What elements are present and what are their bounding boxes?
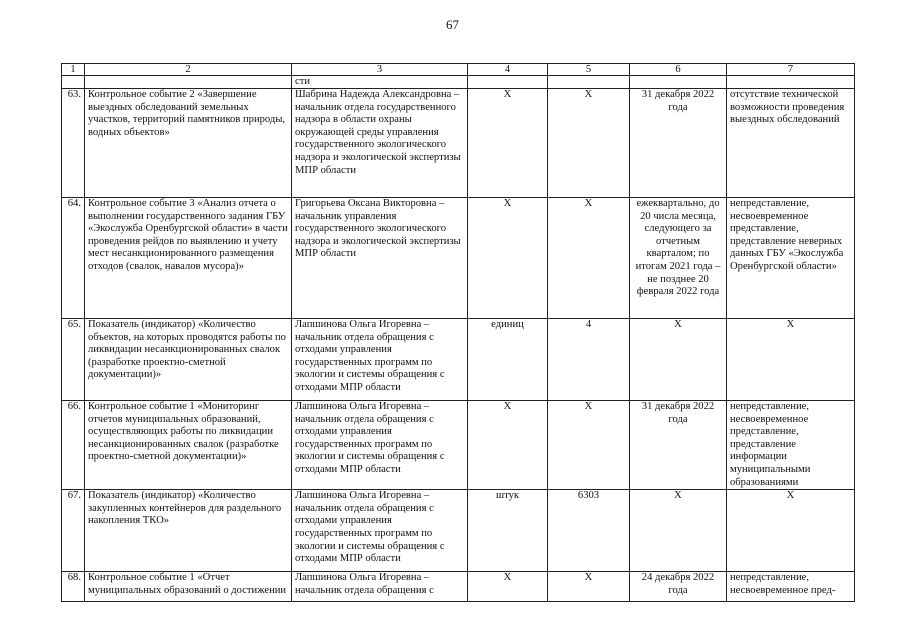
event-cell: Контрольное событие 3 «Анализ отчета о выполнении государственного задания ГБУ «Экослужба Оренбургской области» в части проведения рейдов по выявлению и учету мест несанкционированного размещения отходов (свалок, навалов мусора)» xyxy=(85,198,292,319)
value-cell: Х xyxy=(548,572,630,602)
responsible-cell: Шабрина Надежда Александровна – начальник отдела государственного надзора в области охраны окружающей среды управления государственного экологического надзора и экологической экспертизы МПР области xyxy=(292,89,468,198)
deadline-cell: 31 декабря 2022 года xyxy=(630,401,727,490)
deadline-cell: 24 декабря 2022 года xyxy=(630,572,727,602)
row-number: 67. xyxy=(62,490,85,572)
column-number: 1 xyxy=(62,64,85,76)
plan-table xyxy=(61,63,855,602)
continuation-row xyxy=(62,76,855,89)
deadline-cell: ежеквартально, до 20 числа месяца, следующего за отчетным кварталом; по итогам 2021 года – не позднее 20 февраля 2022 года xyxy=(630,198,727,319)
unit-cell: штук xyxy=(468,490,548,572)
risk-cell: непредставление, несвоевременное представление, представление неверных данных ГБУ «Экослужба Оренбургской области» xyxy=(727,198,855,319)
column-number: 3 xyxy=(292,64,468,76)
responsible-cell: Лапшинова Ольга Игоревна – начальник отдела обращения с отходами управления государственных программ по экологии и системы обращения с отходами МПР области xyxy=(292,401,468,490)
value-cell: Х xyxy=(548,401,630,490)
event-cell: Показатель (индикатор) «Количество закупленных контейнеров для раздельного накопления ТКО» xyxy=(85,490,292,572)
risk-cell: Х xyxy=(727,319,855,401)
continuation-text: сти xyxy=(292,76,468,89)
unit-cell: единиц xyxy=(468,319,548,401)
table-row xyxy=(62,401,855,490)
value-cell: 4 xyxy=(548,319,630,401)
unit-cell: Х xyxy=(468,89,548,198)
event-cell: Контрольное событие 2 «Завершение выездных обследований земельных участков, территорий памятников природы, водных объектов» xyxy=(85,89,292,198)
deadline-cell: Х xyxy=(630,319,727,401)
row-number: 64. xyxy=(62,198,85,319)
deadline-cell: Х xyxy=(630,490,727,572)
row-number: 68. xyxy=(62,572,85,602)
row-number: 65. xyxy=(62,319,85,401)
responsible-cell: Лапшинова Ольга Игоревна – начальник отдела обращения с xyxy=(292,572,468,602)
event-cell: Контрольное событие 1 «Мониторинг отчетов муниципальных образований, осуществляющих работы по ликвидации несанкционированных свалок (разработке проектно-сметной документации)» xyxy=(85,401,292,490)
column-number-row xyxy=(62,64,855,76)
column-number: 4 xyxy=(468,64,548,76)
row-number: 63. xyxy=(62,89,85,198)
unit-cell: Х xyxy=(468,198,548,319)
deadline-cell: 31 декабря 2022 года xyxy=(630,89,727,198)
column-number: 2 xyxy=(85,64,292,76)
unit-cell: Х xyxy=(468,401,548,490)
value-cell: 6303 xyxy=(548,490,630,572)
risk-cell: отсутствие технической возможности проведения выездных обследований xyxy=(727,89,855,198)
risk-cell: Х xyxy=(727,490,855,572)
table-row xyxy=(62,319,855,401)
column-number: 5 xyxy=(548,64,630,76)
event-cell: Контрольное событие 1 «Отчет муниципальных образований о достижении xyxy=(85,572,292,602)
row-number: 66. xyxy=(62,401,85,490)
value-cell: Х xyxy=(548,198,630,319)
table-row xyxy=(62,198,855,319)
responsible-cell: Григорьева Оксана Викторовна – начальник управления государственного экологического надзора и экологической экспертизы МПР области xyxy=(292,198,468,319)
table-row xyxy=(62,89,855,198)
page-number: 67 xyxy=(446,17,459,32)
unit-cell: Х xyxy=(468,572,548,602)
event-cell: Показатель (индикатор) «Количество объектов, на которых проводятся работы по ликвидации несанкционированных свалок (разработке проектно-сметной документации)» xyxy=(85,319,292,401)
risk-cell: непредставление, несвоевременное представление, представление информации муниципальными образованиями xyxy=(727,401,855,490)
column-number: 6 xyxy=(630,64,727,76)
column-number: 7 xyxy=(727,64,855,76)
value-cell: Х xyxy=(548,89,630,198)
risk-cell: непредставление, несвоевременное пред- xyxy=(727,572,855,602)
responsible-cell: Лапшинова Ольга Игоревна – начальник отдела обращения с отходами управления государственных программ по экологии и системы обращения с отходами МПР области xyxy=(292,490,468,572)
table-row xyxy=(62,490,855,572)
responsible-cell: Лапшинова Ольга Игоревна – начальник отдела обращения с отходами управления государственных программ по экологии и системы обращения с отходами МПР области xyxy=(292,319,468,401)
table-row xyxy=(62,572,855,602)
